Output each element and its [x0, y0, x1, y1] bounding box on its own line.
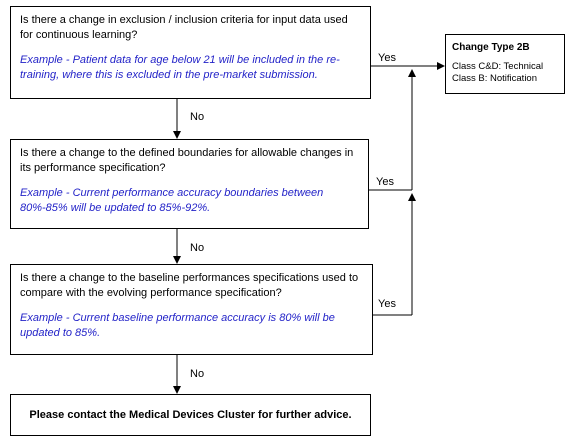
no-label-3: No [190, 368, 205, 380]
result-line-2: Class B: Notification [452, 73, 538, 84]
question-box-2 [10, 139, 369, 229]
question-text-2: Is there a change to the defined boundaries for allowable changes in its performance specification? [20, 147, 354, 174]
result-line-1: Class C&D: Technical [452, 61, 544, 72]
example-text-2: Example - Current performance accuracy boundaries between 80%-85% will be updated to 85%-92%. [20, 187, 324, 214]
question-box-3 [10, 264, 373, 355]
result-box [445, 34, 565, 94]
yes-label-2: Yes [376, 176, 394, 188]
yes-label-1: Yes [378, 52, 396, 64]
no-label-2: No [190, 242, 205, 254]
question-box-1 [10, 6, 371, 99]
result-title: Change Type 2B [452, 42, 530, 53]
yes-label-3: Yes [378, 298, 396, 310]
final-text: Please contact the Medical Devices Cluster for further advice. [29, 409, 352, 421]
question-text-3: Is there a change to the baseline performances specifications used to compare with the evolving performance specification? [20, 272, 359, 299]
final-box [10, 394, 371, 436]
no-label-1: No [190, 111, 205, 123]
question-text-1: Is there a change in exclusion / inclusion criteria for input data used for continuous learning? [20, 14, 348, 41]
example-text-3: Example - Current baseline performance accuracy is 80% will be updated to 85%. [20, 312, 335, 339]
example-text-1: Example - Patient data for age below 21 will be included in the re-training, where this is excluded in the pre-market submission. [20, 54, 340, 81]
